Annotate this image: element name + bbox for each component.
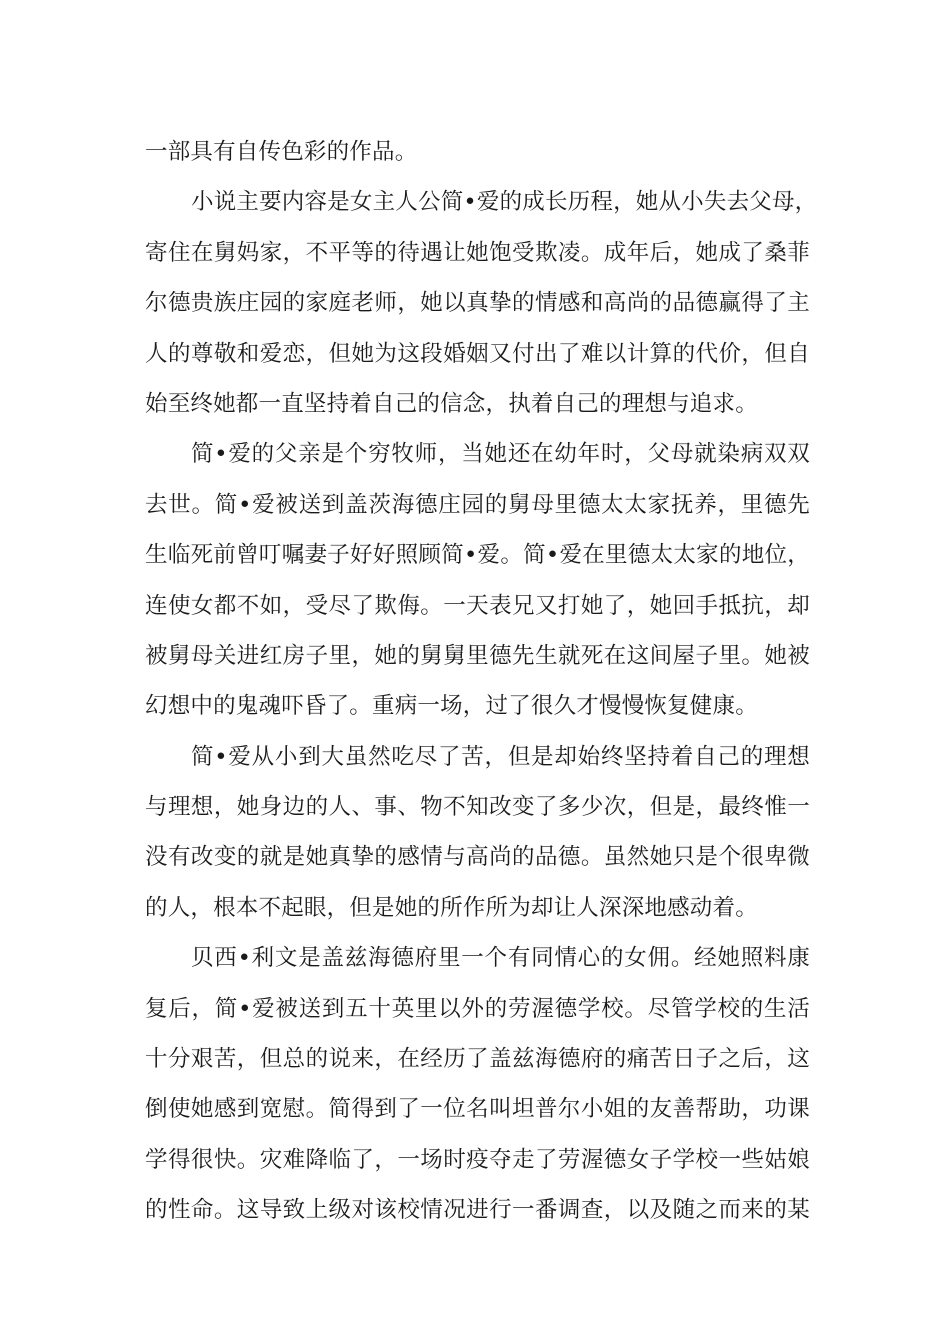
text-line: 寄住在舅妈家，不平等的待遇让她饱受欺凌。成年后，她成了桑菲	[145, 239, 810, 266]
text-line: 一部具有自传色彩的作品。	[145, 139, 418, 165]
text-line: 被舅母关进红房子里，她的舅舅里德先生就死在这间屋子里。她被	[145, 642, 810, 669]
text-line: 的性命。这导致上级对该校情况进行一番调查，以及随之而来的某	[145, 1197, 810, 1224]
body-text	[145, 127, 818, 1236]
text-line: 始至终她都一直坚持着自己的信念，执着自己的理想与追求。	[145, 390, 758, 417]
text-line: 幻想中的鬼魂吓昏了。重病一场，过了很久才慢慢恢复健康。	[145, 693, 758, 720]
paragraph-first-line: 简•爱的父亲是个穷牧师，当她还在幼年时，父母就染病双双	[191, 441, 810, 468]
text-line: 去世。简•爱被送到盖茨海德庄园的舅母里德太太家抚养，里德先	[145, 491, 810, 518]
text-line: 的人，根本不起眼，但是她的所作所为却让人深深地感动着。	[145, 894, 758, 921]
text-line: 与理想，她身边的人、事、物不知改变了多少次，但是，最终惟一	[145, 794, 810, 821]
text-line: 生临死前曾叮嘱妻子好好照顾简•爱。简•爱在里德太太家的地位，	[145, 542, 810, 569]
text-line: 十分艰苦，但总的说来，在经历了盖兹海德府的痛苦日子之后，这	[145, 1046, 810, 1073]
paragraph-first-line: 贝西•利文是盖兹海德府里一个有同情心的女佣。经她照料康	[191, 945, 810, 972]
text-line: 倒使她感到宽慰。简得到了一位名叫坦普尔小姐的友善帮助，功课	[145, 1096, 810, 1123]
text-line: 连使女都不如，受尽了欺侮。一天表兄又打她了，她回手抵抗，却	[145, 592, 810, 619]
paragraph-first-line: 小说主要内容是女主人公简•爱的成长历程，她从小失去父母，	[191, 189, 818, 216]
text-line: 人的尊敬和爱恋，但她为这段婚姻又付出了难以计算的代价，但自	[145, 340, 810, 367]
paragraph-first-line: 简•爱从小到大虽然吃尽了苦，但是却始终坚持着自己的理想	[191, 743, 810, 770]
text-line: 尔德贵族庄园的家庭老师，她以真挚的情感和高尚的品德赢得了主	[145, 290, 810, 317]
text-line: 没有改变的就是她真挚的感情与高尚的品德。虽然她只是个很卑微	[145, 844, 810, 871]
text-line: 学得很快。灾难降临了，一场时疫夺走了劳渥德女子学校一些姑娘	[145, 1146, 810, 1173]
text-line: 复后，简•爱被送到五十英里以外的劳渥德学校。尽管学校的生活	[145, 995, 810, 1022]
